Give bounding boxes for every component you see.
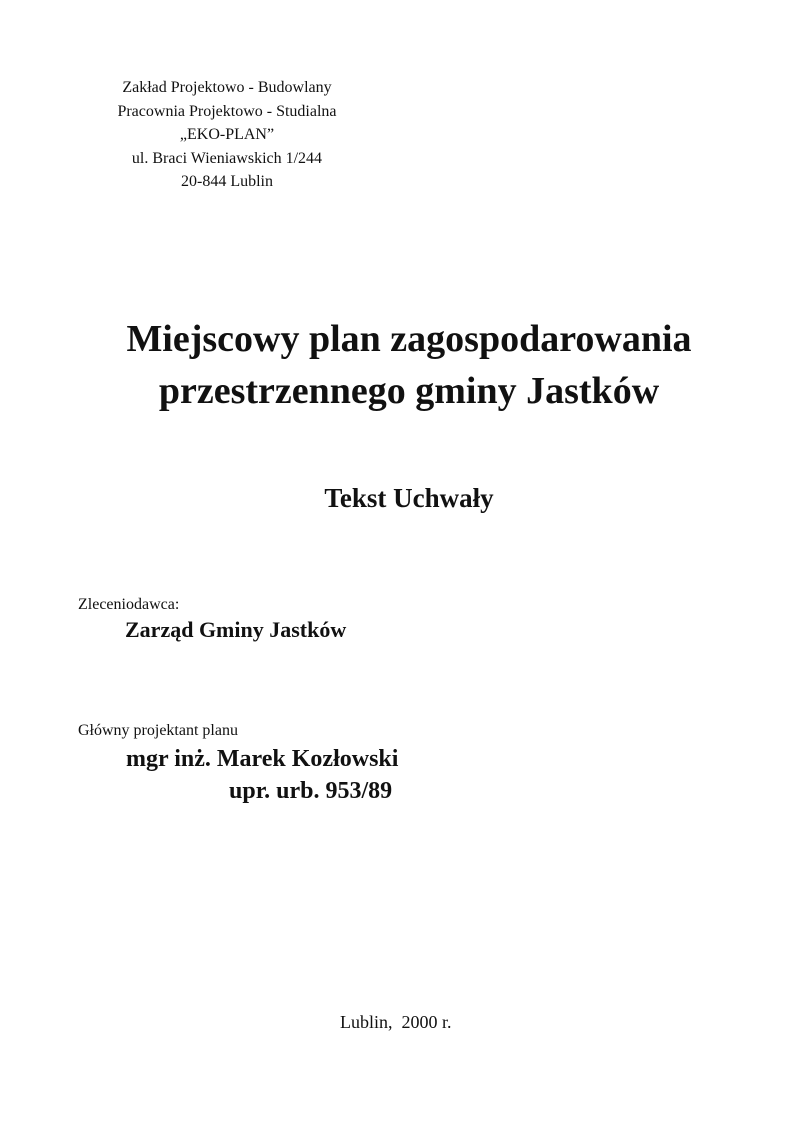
company-brand-line: „EKO-PLAN” [179, 126, 275, 143]
chief-designer-license: upr. urb. 953/89 [229, 778, 393, 804]
document-title-line-2: przestrzennego gminy Jastków [158, 370, 660, 412]
document-title [0, 313, 800, 417]
company-name-line: Zakład Projektowo - Budowlany [122, 79, 332, 96]
company-studio-line: Pracownia Projektowo - Studialna [117, 102, 337, 120]
company-city-line: 20-844 Lublin [181, 173, 273, 190]
document-subtitle: Tekst Uchwały [324, 483, 494, 513]
client-label: Zleceniodawca: [78, 596, 180, 613]
place-date: Lublin, 2000 r. [340, 1012, 452, 1032]
chief-designer-name: mgr inż. Marek Kozłowski [126, 746, 399, 772]
company-street-line: ul. Braci Wieniawskich 1/244 [131, 149, 323, 167]
chief-designer-label: Główny projektant planu [78, 722, 238, 739]
company-header [60, 76, 394, 194]
client-name: Zarząd Gminy Jastków [125, 617, 347, 642]
document-title-line-1: Miejscowy plan zagospodarowania [126, 318, 692, 360]
